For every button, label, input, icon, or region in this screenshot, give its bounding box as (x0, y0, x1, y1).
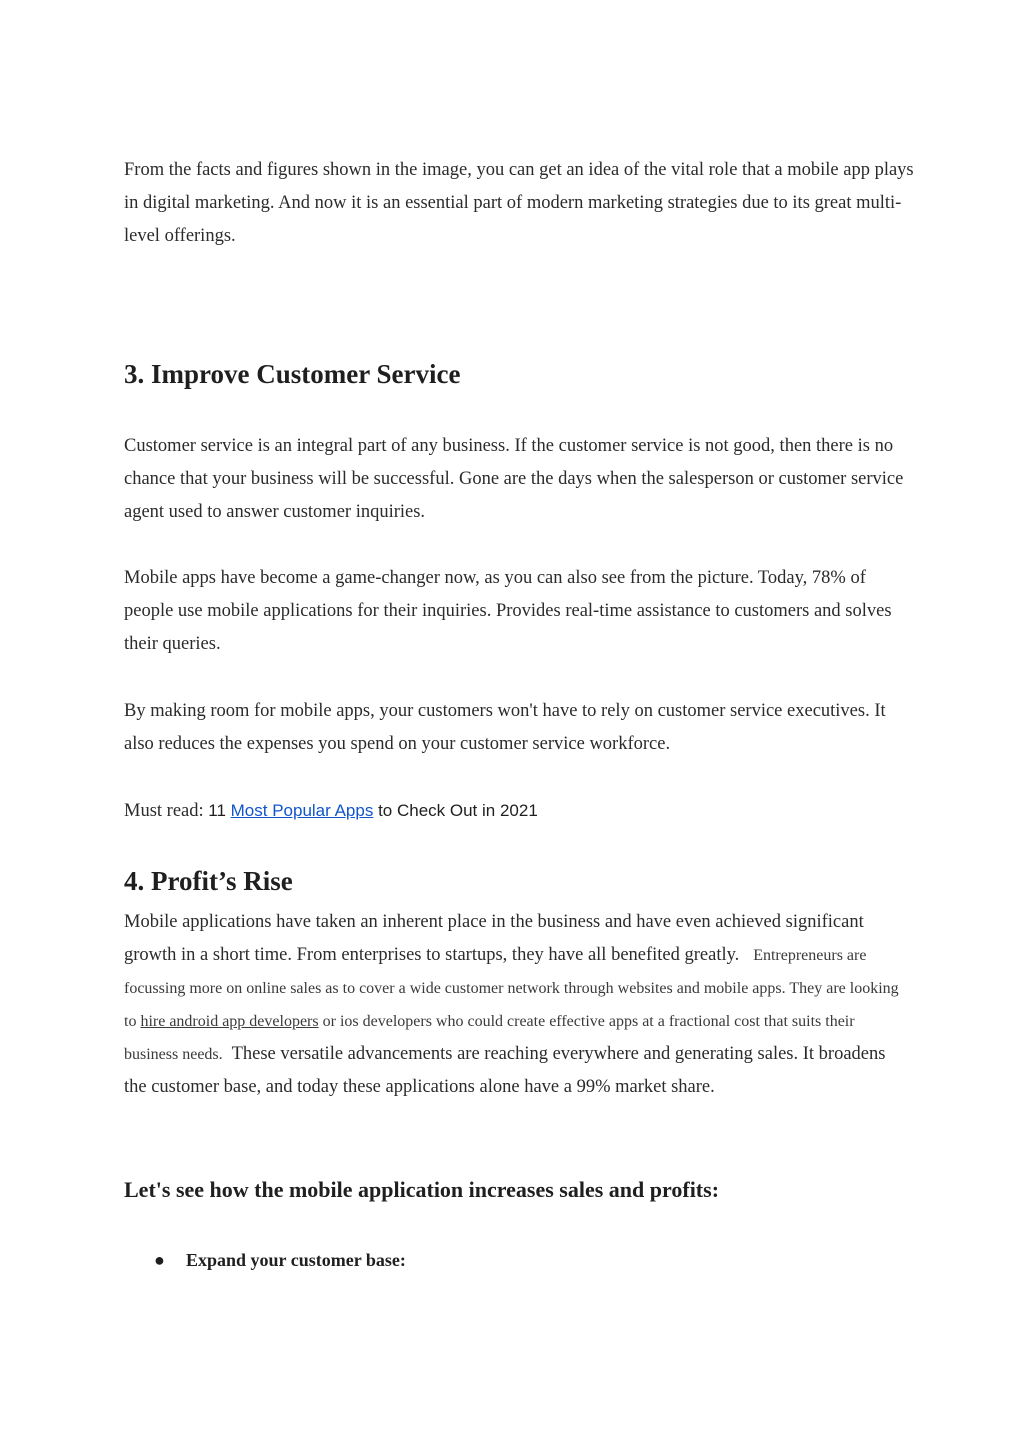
section-3-paragraph-3: By making room for mobile apps, your customers won't have to rely on customer service executives. It also reduces the expenses you spend on your customer service workforce. (124, 701, 886, 754)
most-popular-apps-link[interactable]: Most Popular Apps (230, 801, 374, 820)
must-read-number: 11 (208, 801, 231, 820)
sales-profits-subheading: Let's see how the mobile application increases sales and profits: (124, 1177, 720, 1202)
section-3-heading: 3. Improve Customer Service (124, 359, 461, 389)
must-read-suffix: to Check Out in 2021 (373, 801, 538, 820)
section-4-heading: 4. Profit’s Rise (124, 866, 293, 896)
section-4-inline-text-b: or ios developers who could create effective apps at a fractional cost that suits their business needs. (124, 1013, 855, 1063)
section-4-inline-text-a: Entrepreneurs are focussing more on online sales as to cover a wide customer network through websites and mobile apps. They are looking to (124, 947, 899, 1030)
intro-paragraph: From the facts and figures shown in the image, you can get an idea of the vital role that a mobile app plays in digital marketing. And now it is an essential part of modern marketing strategies due to its great multi-level offerings. (124, 160, 914, 246)
section-4-paragraph (124, 906, 904, 1104)
hire-android-app-developers-link[interactable]: hire android app developers (140, 1013, 319, 1030)
section-4-text-end: These versatile advancements are reaching everywhere and generating sales. It broadens the customer base, and today these applications alone have a 99% market share. (124, 1044, 886, 1097)
must-read-prefix: Must read: (124, 801, 209, 821)
list-item (154, 1246, 406, 1274)
section-4-text-start: Mobile applications have taken an inherent place in the business and have even achieved significant growth in a short time. From enterprises to startups, they have all benefited greatly. (124, 912, 864, 965)
bullet-icon: ● (154, 1250, 165, 1270)
bullet-text: Expand your customer base: (186, 1250, 406, 1270)
section-3-paragraph-2: Mobile apps have become a game-changer now, as you can also see from the picture. Today, 78% of people use mobile applications for their inquiries. Provides real-time assistance to customers and solves their queries. (124, 568, 892, 654)
must-read-line (124, 794, 914, 828)
section-3-paragraph-1: Customer service is an integral part of any business. If the customer service is not good, then there is no chance that your business will be successful. Gone are the days when the salesperson or customer service agent used to answer customer inquiries. (124, 436, 904, 522)
